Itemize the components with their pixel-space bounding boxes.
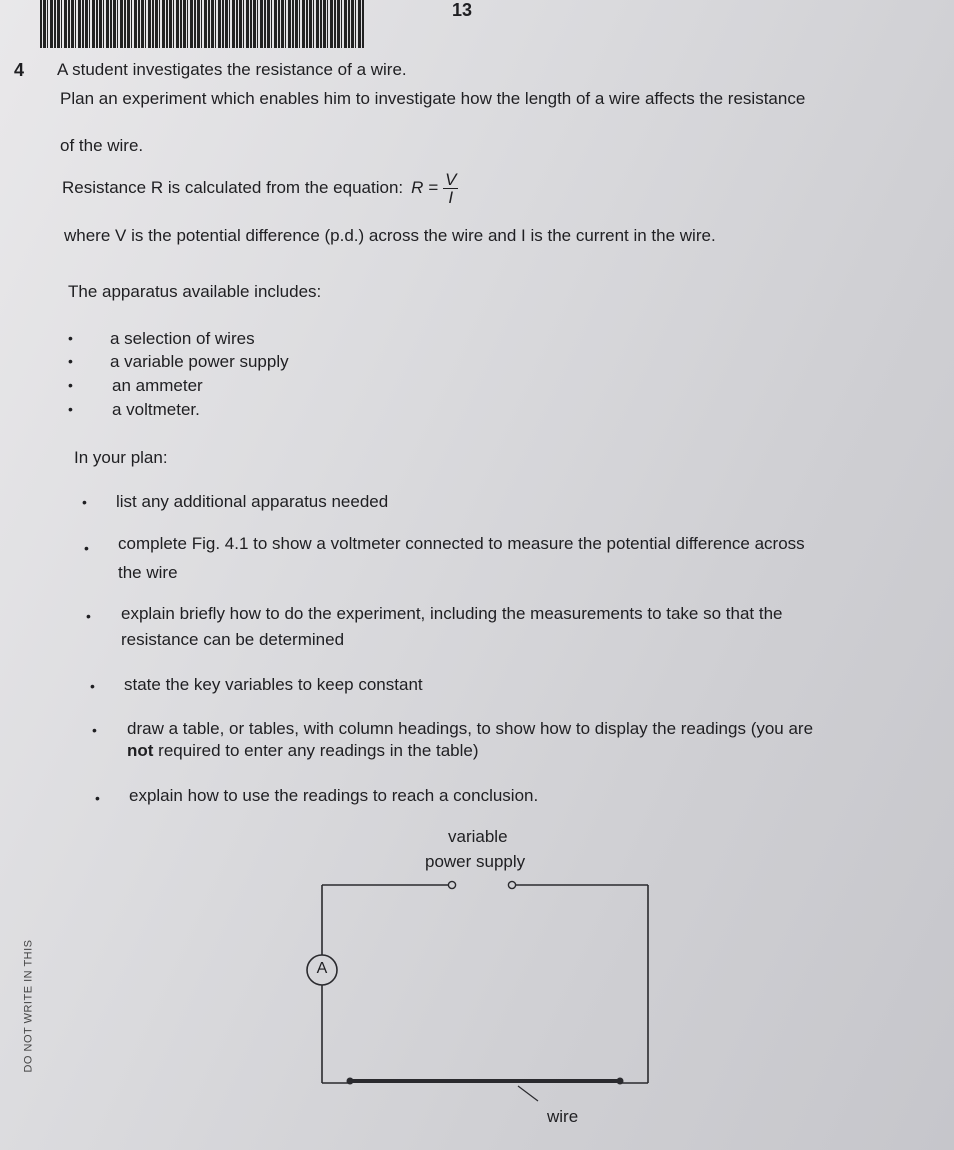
plan-item-method: explain briefly how to do the experiment, including the measurements to take so that the [121, 604, 783, 623]
supply-terminal-left [448, 881, 455, 888]
apparatus-item: an ammeter [112, 376, 203, 395]
plan-instruction-line2: of the wire. [60, 136, 144, 155]
plan-heading: In your plan: [74, 448, 168, 467]
equation-numerator: V [445, 169, 457, 189]
apparatus-item: a selection of wires [110, 329, 255, 348]
equation-lead: Resistance R is calculated from the equation: [62, 178, 404, 197]
equation-denominator: I [448, 187, 454, 207]
wire-end-left [347, 1078, 354, 1085]
bullet: • [86, 608, 91, 624]
plan-item-table: draw a table, or tables, with column headings, to show how to display the readings (you are [127, 719, 814, 738]
plan-instruction-line1: Plan an experiment which enables him to investigate how the length of a wire affects the resistance [60, 89, 806, 108]
bullet: • [82, 494, 87, 510]
apparatus-heading: The apparatus available includes: [68, 282, 322, 301]
ammeter-label: A [316, 960, 328, 977]
apparatus-item: a voltmeter. [112, 400, 200, 419]
supply-terminal-right [508, 881, 515, 888]
plan-item-figure: complete Fig. 4.1 to show a voltmeter connected to measure the potential difference across [118, 534, 805, 553]
wire-label-pointer [518, 1086, 538, 1101]
plan-item-table-rest: required to enter any readings in the table) [153, 741, 479, 760]
plan-item-figure-cont: the wire [118, 563, 178, 582]
wire-label: wire [547, 1107, 579, 1126]
plan-item-conclusion: explain how to use the readings to reach a conclusion. [129, 786, 539, 805]
emphasis-not: not [127, 741, 154, 760]
bullet: • [68, 330, 73, 346]
plan-item-variables: state the key variables to keep constant [124, 675, 423, 694]
apparatus-item: a variable power supply [110, 352, 289, 371]
equation-lhs: R = [411, 178, 439, 197]
margin-warning: DO NOT WRITE IN THIS [22, 939, 35, 1073]
question-number: 4 [14, 60, 25, 80]
bullet: • [90, 678, 95, 694]
page-number: 13 [452, 0, 473, 20]
plan-item-apparatus: list any additional apparatus needed [116, 492, 389, 511]
supply-label-line2: power supply [425, 852, 526, 871]
plan-item-method-cont: resistance can be determined [121, 630, 345, 649]
supply-label-line1: variable [448, 827, 508, 846]
bullet: • [68, 353, 73, 369]
bullet: • [95, 790, 100, 806]
bullet: • [68, 377, 73, 393]
question-intro: A student investigates the resistance of a wire. [57, 60, 407, 79]
bullet: • [68, 401, 73, 417]
bullet: • [84, 540, 89, 556]
bullet: • [92, 722, 97, 738]
where-line: where V is the potential difference (p.d.) across the wire and I is the current in the wire. [64, 226, 716, 245]
